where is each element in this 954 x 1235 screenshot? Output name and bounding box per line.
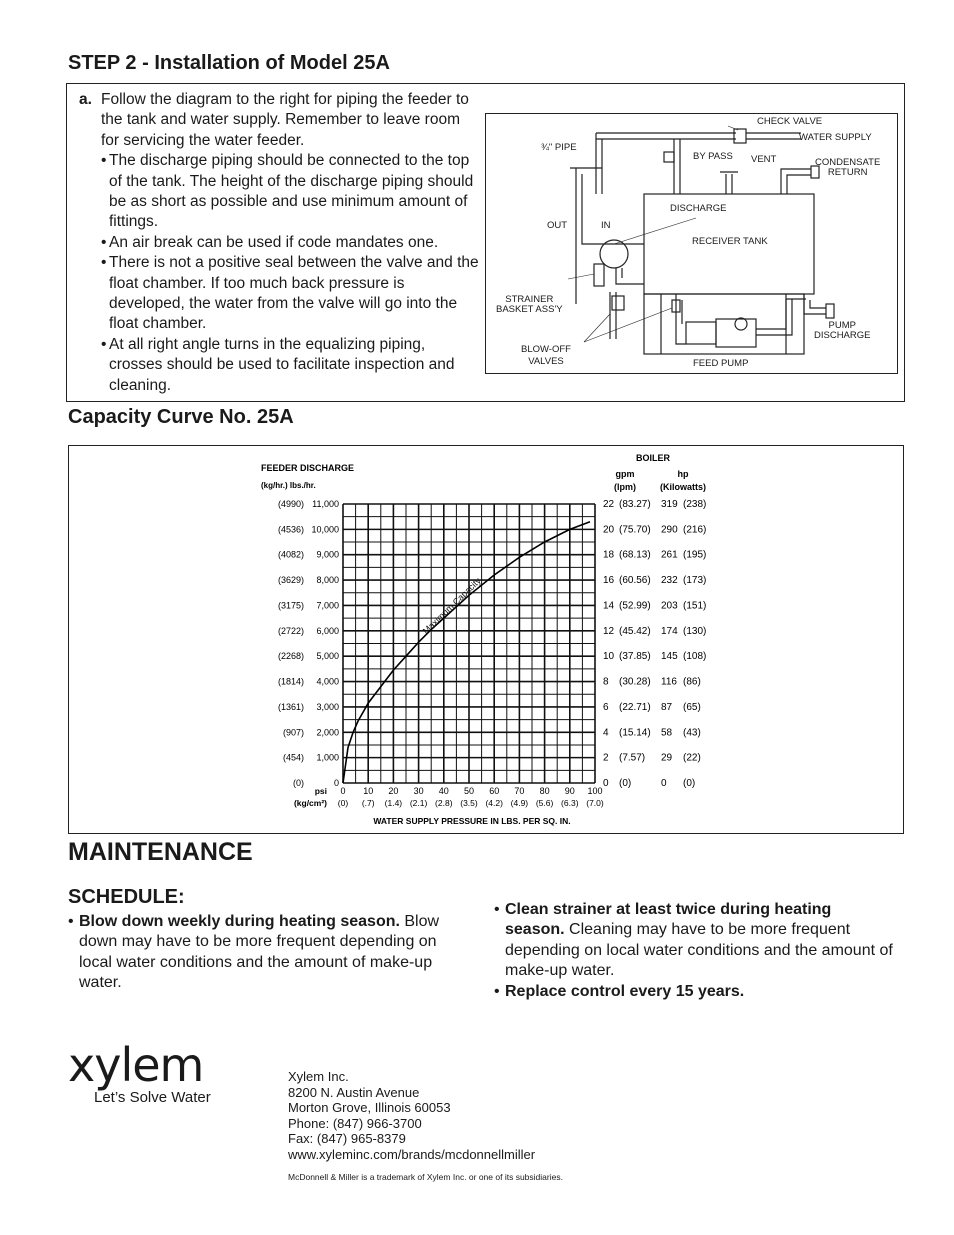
logo-wordmark: xylem (68, 1038, 204, 1092)
x-tick-kg: (3.5) (460, 798, 478, 808)
address-web: www.xyleminc.com/brands/mcdonnellmiller (288, 1146, 536, 1162)
schedule-item-control (494, 982, 894, 1002)
instruction-bullet: • The discharge piping should be connected to the top of the tank. The height of the discharge piping should be as short as possible and use minimum amount of fittings. (101, 151, 479, 233)
y-tick-kw: (43) (683, 727, 701, 739)
y-tick-gpm: 18 (603, 549, 615, 561)
schedule-item-control-bold: Replace control every 15 years. (505, 982, 745, 1000)
y-tick-hp: 87 (661, 701, 673, 713)
y-tick-lpm: (83.27) (619, 499, 651, 510)
y-tick-hp: 203 (661, 600, 678, 612)
y-tick-gpm: 6 (603, 701, 609, 713)
strainer-shape (594, 264, 604, 286)
label-out: OUT (547, 220, 568, 231)
y-tick-gpm: 16 (603, 575, 615, 587)
x-tick-kg: (1.4) (384, 798, 403, 808)
right-lpm-header: (lpm) (614, 482, 636, 492)
maximum-capacity-curve (343, 522, 590, 783)
instruction-bullet: • An air break can be used if code mandates one. (101, 233, 479, 253)
x-unit-kg: (kg/cm²) (293, 798, 327, 808)
y-tick-lbs: 8,000 (316, 575, 339, 586)
y-tick-kg: (2268) (277, 651, 304, 662)
label-blowoff-line2: VALVES (528, 356, 564, 367)
label-strainer (496, 294, 563, 315)
x-tick-psi: 30 (413, 786, 424, 796)
y-tick-lpm: (30.28) (619, 676, 651, 688)
y-tick-lbs: 2,000 (316, 727, 339, 738)
feed-pump-shape (686, 322, 716, 344)
capacity-chart (69, 446, 903, 833)
y-tick-kg: (0) (293, 778, 304, 788)
instructions (79, 90, 479, 396)
instruction-intro: Follow the diagram to the right for piping the feeder to the tank and water supply. Remember to leave room for servicing the water feeder. (101, 91, 469, 149)
address-fax: Fax: (847) 965-8379 (288, 1131, 406, 1147)
y-tick-gpm: 2 (603, 752, 609, 764)
x-axis-label: WATER SUPPLY PRESSURE IN LBS. PER SQ. IN. (373, 816, 571, 826)
x-tick-kg: (.7) (361, 798, 375, 808)
y-tick-kw: (65) (683, 701, 701, 713)
label-pump-discharge-line2: DISCHARGE (814, 330, 871, 341)
label-in: IN (601, 220, 611, 231)
x-tick-psi: 50 (463, 786, 475, 796)
trademark-note: McDonnell & Miller is a trademark of Xylem Inc. or one of its subsidiaries. (288, 1172, 563, 1182)
y-tick-kg: (4536) (277, 524, 304, 535)
x-tick-psi: 90 (564, 786, 575, 796)
y-tick-hp: 58 (661, 727, 673, 739)
check-valve-shape (734, 129, 746, 143)
y-tick-lpm: (0) (619, 778, 632, 789)
schedule-item-blowdown-text: Blow down may have to be more frequent depending on local water conditions and the amount of make-up water. (79, 913, 440, 992)
label-check-valve: CHECK VALVE (757, 116, 823, 127)
x-unit-psi: psi (314, 786, 327, 796)
schedule-item-strainer-bold: Clean strainer at least twice during heating season. (505, 901, 832, 939)
y-tick-gpm: 22 (603, 499, 615, 510)
y-tick-lpm: (45.42) (619, 625, 651, 637)
y-tick-kg: (3175) (277, 600, 304, 611)
tank-stand (644, 294, 804, 354)
label-blowoff (521, 344, 571, 367)
y-tick-hp: 290 (661, 524, 678, 536)
address-company: Xylem Inc. (288, 1069, 349, 1084)
label-condensate-line1: CONDENSATE (815, 157, 881, 168)
y-tick-gpm: 0 (603, 778, 609, 789)
schedule-item-strainer (494, 900, 894, 982)
y-tick-lbs: 6,000 (316, 625, 339, 636)
step-title: STEP 2 - Installation of Model 25A (68, 52, 390, 74)
x-tick-psi: 70 (514, 786, 525, 796)
y-tick-kw: (0) (683, 778, 696, 789)
label-pipe: ¾" PIPE (541, 142, 577, 153)
y-tick-gpm: 8 (603, 676, 609, 688)
instruction-bullets (79, 151, 479, 396)
x-tick-kg: (4.2) (485, 798, 503, 808)
schedule-item-blowdown (68, 912, 468, 994)
xylem-logo (68, 1038, 211, 1106)
y-tick-kw: (22) (683, 752, 701, 764)
right-kw-header: (Kilowatts) (660, 482, 706, 492)
y-tick-gpm: 10 (603, 651, 615, 663)
y-tick-gpm: 4 (603, 727, 609, 739)
schedule-title: SCHEDULE: (68, 886, 185, 908)
x-tick-kg: (7.0) (586, 798, 604, 808)
y-tick-lbs: 11,000 (312, 499, 339, 509)
label-blowoff-line1: BLOW-OFF (521, 344, 571, 355)
y-tick-kw: (151) (683, 600, 707, 612)
address-city: Morton Grove, Illinois 60053 (288, 1100, 451, 1116)
label-condensate-line2: RETURN (827, 167, 868, 178)
maintenance-title: MAINTENANCE (68, 838, 253, 866)
label-vent: VENT (751, 154, 777, 165)
y-tick-kw: (108) (683, 651, 707, 663)
label-pump-discharge-line1: PUMP (828, 320, 856, 331)
left-axis-header: FEEDER DISCHARGE (261, 463, 355, 473)
x-tick-psi: 80 (539, 786, 550, 796)
schedule-left-column (68, 912, 468, 994)
schedule-right-column (494, 900, 894, 1002)
capacity-title: Capacity Curve No. 25A (68, 406, 294, 428)
y-tick-kg: (3629) (277, 575, 304, 586)
right-gpm-header: gpm (615, 469, 635, 479)
y-tick-kw: (173) (683, 575, 707, 587)
address-street: 8200 N. Austin Avenue (288, 1084, 420, 1100)
y-tick-lpm: (60.56) (619, 575, 651, 587)
y-tick-lbs: 0 (333, 778, 339, 788)
y-tick-kg: (1361) (277, 701, 304, 712)
y-tick-hp: 145 (661, 651, 678, 663)
x-tick-kg: (4.9) (510, 798, 529, 808)
x-tick-psi: 100 (587, 786, 603, 796)
label-feed-pump: FEED PUMP (693, 358, 749, 369)
y-tick-kg: (1814) (277, 676, 304, 687)
schedule-item-blowdown-bold: Blow down weekly during heating season. (79, 913, 400, 930)
company-address (288, 1069, 535, 1163)
y-tick-hp: 174 (661, 625, 678, 637)
curve-label: Maximum Capacity (420, 575, 483, 637)
schedule-item-strainer-text: Cleaning may have to be more frequent depending on local water conditions and the amount of make-up water. (505, 921, 893, 980)
y-tick-lbs: 4,000 (316, 676, 339, 687)
y-tick-lbs: 1,000 (316, 752, 339, 763)
instruction-bullet: • There is not a positive seal between the valve and the float chamber. If too much back pressure is developed, the water from the valve will go into the float chamber. (101, 253, 479, 335)
y-tick-lpm: (7.57) (619, 752, 646, 764)
y-tick-lbs: 3,000 (316, 701, 339, 712)
y-tick-gpm: 14 (603, 600, 615, 612)
installation-box (66, 83, 905, 402)
y-tick-hp: 116 (661, 676, 677, 688)
x-tick-kg: (5.6) (535, 798, 554, 808)
y-tick-kg: (4990) (277, 499, 304, 509)
x-tick-kg: (6.3) (561, 798, 579, 808)
x-tick-kg: (2.1) (409, 798, 428, 808)
instruction-bullet: • At all right angle turns in the equalizing piping, crosses should be used to facilitate inspection and cleaning. (101, 335, 479, 396)
y-tick-lpm: (68.13) (619, 549, 651, 561)
x-tick-psi: 20 (388, 786, 399, 796)
y-tick-lpm: (37.85) (619, 651, 651, 663)
y-tick-kg: (907) (282, 727, 304, 738)
y-tick-lbs: 10,000 (311, 524, 339, 535)
y-tick-kw: (130) (683, 625, 707, 637)
label-by-pass: BY PASS (693, 151, 733, 162)
y-tick-lpm: (15.14) (619, 727, 651, 739)
instruction-a (79, 90, 479, 151)
label-receiver-tank: RECEIVER TANK (692, 236, 768, 247)
y-tick-kw: (216) (683, 524, 707, 536)
label-strainer-line2: BASKET ASS'Y (496, 304, 563, 315)
address-phone: Phone: (847) 966-3700 (288, 1115, 422, 1131)
y-tick-lbs: 5,000 (316, 651, 339, 662)
y-tick-kg: (4082) (277, 549, 304, 560)
logo-tagline: Let’s Solve Water (94, 1089, 211, 1106)
y-tick-lpm: (52.99) (619, 600, 651, 612)
x-tick-psi: 60 (489, 786, 500, 796)
x-tick-psi: 10 (363, 786, 374, 796)
label-pump-discharge (814, 320, 870, 341)
right-axis-header: BOILER (636, 453, 671, 463)
capacity-chart-box (68, 445, 904, 834)
y-tick-gpm: 20 (603, 524, 615, 536)
y-tick-gpm: 12 (603, 625, 615, 637)
y-tick-lbs: 9,000 (316, 549, 339, 560)
y-tick-kw: (195) (683, 549, 707, 561)
label-water-supply: WATER SUPPLY (799, 132, 872, 143)
label-strainer-line1: STRAINER (505, 294, 554, 305)
right-hp-header: hp (677, 469, 689, 479)
y-tick-hp: 232 (661, 575, 678, 587)
y-tick-kw: (86) (683, 676, 701, 688)
y-tick-lbs: 7,000 (316, 600, 339, 611)
y-tick-lpm: (75.70) (619, 524, 651, 536)
y-tick-hp: 29 (661, 752, 673, 764)
label-condensate (815, 157, 880, 178)
y-tick-kw: (238) (683, 499, 707, 510)
x-tick-psi: 40 (438, 786, 449, 796)
y-tick-hp: 319 (661, 499, 678, 510)
y-tick-kg: (454) (282, 752, 304, 763)
y-tick-lpm: (22.71) (619, 701, 651, 713)
label-discharge: DISCHARGE (670, 203, 727, 214)
x-tick-psi: 0 (340, 786, 346, 796)
y-tick-kg: (2722) (277, 625, 304, 636)
x-tick-kg: (2.8) (435, 798, 453, 808)
piping-diagram (485, 113, 898, 374)
y-tick-hp: 261 (661, 549, 678, 561)
left-axis-units: (kg/hr.) lbs./hr. (261, 481, 316, 490)
x-tick-kg: (0) (337, 798, 349, 808)
y-tick-hp: 0 (661, 778, 667, 789)
instruction-letter: a. (79, 91, 92, 108)
